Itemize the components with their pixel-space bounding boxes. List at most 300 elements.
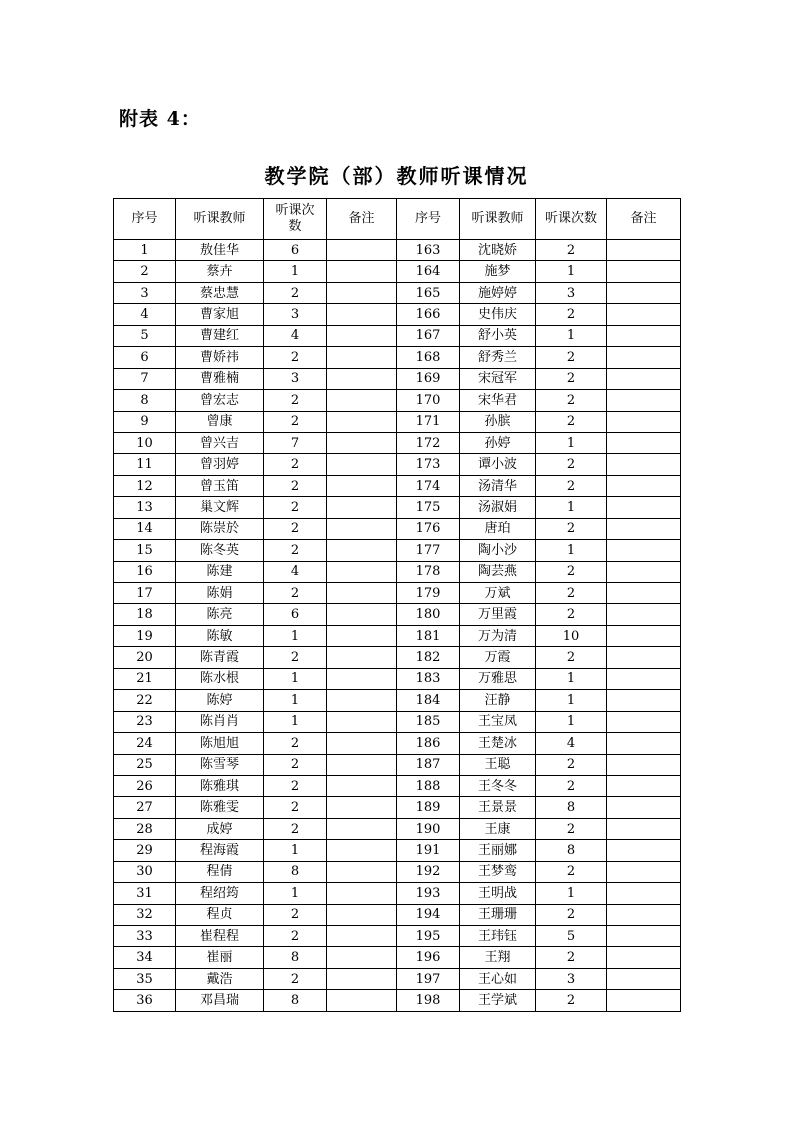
table-row <box>114 282 681 303</box>
cell-left-count: 7 <box>264 432 327 453</box>
header-remark: 备注 <box>327 199 397 240</box>
cell-left-remark <box>327 968 397 989</box>
cell-right-remark <box>607 818 681 839</box>
cell-left-teacher: 敖佳华 <box>176 240 264 261</box>
cell-left-remark <box>327 368 397 389</box>
header-remark-right: 备注 <box>607 199 681 240</box>
cell-right-seq: 188 <box>397 775 460 796</box>
table-row <box>114 690 681 711</box>
cell-right-count: 1 <box>536 883 607 904</box>
cell-right-remark <box>607 754 681 775</box>
cell-left-remark <box>327 775 397 796</box>
table-row <box>114 540 681 561</box>
cell-left-remark <box>327 926 397 947</box>
cell-left-remark <box>327 711 397 732</box>
cell-right-teacher: 王冬冬 <box>460 775 536 796</box>
cell-left-seq: 7 <box>114 368 176 389</box>
cell-right-remark <box>607 368 681 389</box>
cell-left-teacher: 崔丽 <box>176 947 264 968</box>
table-row <box>114 411 681 432</box>
cell-left-remark <box>327 261 397 282</box>
header-seq-right: 序号 <box>397 199 460 240</box>
cell-right-seq: 195 <box>397 926 460 947</box>
cell-left-teacher: 陈水根 <box>176 668 264 689</box>
cell-right-count: 2 <box>536 390 607 411</box>
cell-left-count: 1 <box>264 261 327 282</box>
cell-left-teacher: 陈敏 <box>176 625 264 646</box>
cell-right-remark <box>607 282 681 303</box>
cell-right-remark <box>607 968 681 989</box>
table-row <box>114 968 681 989</box>
table-header-row <box>114 199 681 240</box>
table-row <box>114 711 681 732</box>
cell-left-teacher: 陈娟 <box>176 583 264 604</box>
cell-right-count: 8 <box>536 840 607 861</box>
cell-left-seq: 20 <box>114 647 176 668</box>
cell-left-seq: 22 <box>114 690 176 711</box>
cell-left-teacher: 曾康 <box>176 411 264 432</box>
cell-left-seq: 30 <box>114 861 176 882</box>
cell-left-teacher: 曹雅楠 <box>176 368 264 389</box>
cell-right-count: 2 <box>536 647 607 668</box>
cell-right-count: 2 <box>536 561 607 582</box>
cell-right-teacher: 汤淑娟 <box>460 497 536 518</box>
cell-left-seq: 4 <box>114 304 176 325</box>
cell-left-seq: 31 <box>114 883 176 904</box>
cell-right-count: 2 <box>536 347 607 368</box>
cell-right-teacher: 汤清华 <box>460 475 536 496</box>
header-seq: 序号 <box>114 199 176 240</box>
table-row <box>114 797 681 818</box>
table-row <box>114 561 681 582</box>
cell-left-count: 8 <box>264 947 327 968</box>
cell-left-count: 4 <box>264 561 327 582</box>
cell-left-seq: 23 <box>114 711 176 732</box>
table-row <box>114 240 681 261</box>
cell-left-seq: 36 <box>114 990 176 1011</box>
cell-left-seq: 34 <box>114 947 176 968</box>
cell-left-remark <box>327 861 397 882</box>
cell-right-teacher: 孙膑 <box>460 411 536 432</box>
cell-right-seq: 168 <box>397 347 460 368</box>
cell-left-count: 2 <box>264 411 327 432</box>
cell-right-count: 2 <box>536 904 607 925</box>
cell-left-seq: 2 <box>114 261 176 282</box>
table-row <box>114 454 681 475</box>
cell-left-teacher: 成婷 <box>176 818 264 839</box>
table-row <box>114 475 681 496</box>
cell-right-remark <box>607 347 681 368</box>
cell-left-teacher: 戴浩 <box>176 968 264 989</box>
cell-left-count: 1 <box>264 883 327 904</box>
cell-left-count: 6 <box>264 240 327 261</box>
cell-left-remark <box>327 390 397 411</box>
cell-right-teacher: 施梦 <box>460 261 536 282</box>
header-teacher: 听课教师 <box>176 199 264 240</box>
cell-left-teacher: 陈旭旭 <box>176 733 264 754</box>
table-row <box>114 518 681 539</box>
cell-left-count: 1 <box>264 711 327 732</box>
cell-right-teacher: 施婷婷 <box>460 282 536 303</box>
cell-right-count: 1 <box>536 261 607 282</box>
cell-left-count: 2 <box>264 347 327 368</box>
cell-right-seq: 176 <box>397 518 460 539</box>
cell-right-remark <box>607 926 681 947</box>
cell-left-count: 6 <box>264 604 327 625</box>
cell-right-teacher: 王宝凤 <box>460 711 536 732</box>
cell-right-seq: 171 <box>397 411 460 432</box>
table-body <box>114 240 681 1012</box>
table-row <box>114 818 681 839</box>
cell-left-seq: 6 <box>114 347 176 368</box>
cell-left-count: 2 <box>264 968 327 989</box>
cell-right-count: 3 <box>536 968 607 989</box>
cell-right-count: 2 <box>536 583 607 604</box>
table-row <box>114 926 681 947</box>
table-row <box>114 647 681 668</box>
cell-right-count: 2 <box>536 818 607 839</box>
cell-right-count: 2 <box>536 475 607 496</box>
cell-right-remark <box>607 475 681 496</box>
cell-right-teacher: 谭小波 <box>460 454 536 475</box>
cell-left-count: 2 <box>264 282 327 303</box>
cell-left-seq: 28 <box>114 818 176 839</box>
cell-right-seq: 180 <box>397 604 460 625</box>
cell-right-remark <box>607 775 681 796</box>
cell-right-remark <box>607 797 681 818</box>
cell-right-teacher: 宋华君 <box>460 390 536 411</box>
table-row <box>114 754 681 775</box>
cell-left-remark <box>327 325 397 346</box>
cell-right-seq: 192 <box>397 861 460 882</box>
cell-left-remark <box>327 947 397 968</box>
cell-right-seq: 165 <box>397 282 460 303</box>
cell-right-count: 5 <box>536 926 607 947</box>
cell-right-count: 4 <box>536 733 607 754</box>
table-row <box>114 840 681 861</box>
cell-right-teacher: 沈晓娇 <box>460 240 536 261</box>
cell-right-remark <box>607 904 681 925</box>
cell-right-remark <box>607 325 681 346</box>
cell-right-seq: 191 <box>397 840 460 861</box>
cell-right-teacher: 王明战 <box>460 883 536 904</box>
cell-left-remark <box>327 240 397 261</box>
cell-right-seq: 182 <box>397 647 460 668</box>
appendix-label: 附表 4： <box>119 108 201 130</box>
cell-right-seq: 186 <box>397 733 460 754</box>
cell-right-teacher: 王丽娜 <box>460 840 536 861</box>
cell-left-seq: 29 <box>114 840 176 861</box>
header-count-right: 听课次数 <box>536 199 607 240</box>
cell-right-teacher: 宋冠军 <box>460 368 536 389</box>
cell-left-teacher: 巢文辉 <box>176 497 264 518</box>
cell-left-teacher: 蔡忠慧 <box>176 282 264 303</box>
cell-right-seq: 197 <box>397 968 460 989</box>
cell-left-seq: 5 <box>114 325 176 346</box>
cell-right-seq: 187 <box>397 754 460 775</box>
cell-right-count: 1 <box>536 325 607 346</box>
cell-right-seq: 175 <box>397 497 460 518</box>
cell-left-seq: 32 <box>114 904 176 925</box>
cell-left-count: 2 <box>264 647 327 668</box>
cell-right-seq: 173 <box>397 454 460 475</box>
cell-left-seq: 27 <box>114 797 176 818</box>
cell-right-remark <box>607 947 681 968</box>
cell-left-seq: 12 <box>114 475 176 496</box>
cell-right-remark <box>607 733 681 754</box>
cell-left-seq: 21 <box>114 668 176 689</box>
table-row <box>114 947 681 968</box>
table-row <box>114 368 681 389</box>
cell-right-remark <box>607 690 681 711</box>
cell-left-count: 3 <box>264 368 327 389</box>
cell-left-seq: 3 <box>114 282 176 303</box>
cell-left-count: 2 <box>264 797 327 818</box>
cell-right-count: 1 <box>536 690 607 711</box>
cell-right-count: 2 <box>536 454 607 475</box>
cell-right-teacher: 陶芸燕 <box>460 561 536 582</box>
cell-right-seq: 196 <box>397 947 460 968</box>
listening-record-table <box>113 198 681 1012</box>
cell-right-seq: 177 <box>397 540 460 561</box>
cell-left-teacher: 陈雪琴 <box>176 754 264 775</box>
cell-right-count: 2 <box>536 754 607 775</box>
cell-right-seq: 190 <box>397 818 460 839</box>
cell-left-teacher: 程海霞 <box>176 840 264 861</box>
cell-right-teacher: 王学斌 <box>460 990 536 1011</box>
cell-left-teacher: 陈建 <box>176 561 264 582</box>
cell-right-teacher: 王聪 <box>460 754 536 775</box>
table-row <box>114 325 681 346</box>
cell-left-remark <box>327 625 397 646</box>
cell-left-teacher: 曹娇祎 <box>176 347 264 368</box>
cell-right-remark <box>607 883 681 904</box>
cell-right-count: 2 <box>536 518 607 539</box>
cell-right-teacher: 舒小英 <box>460 325 536 346</box>
cell-right-remark <box>607 411 681 432</box>
cell-left-remark <box>327 583 397 604</box>
page-title: 教学院（部）教师听课情况 <box>264 164 529 188</box>
cell-left-remark <box>327 690 397 711</box>
cell-left-remark <box>327 647 397 668</box>
cell-left-teacher: 陈婷 <box>176 690 264 711</box>
cell-right-remark <box>607 390 681 411</box>
cell-right-count: 2 <box>536 990 607 1011</box>
cell-left-remark <box>327 411 397 432</box>
cell-right-teacher: 王景景 <box>460 797 536 818</box>
cell-right-teacher: 万里霞 <box>460 604 536 625</box>
cell-left-seq: 24 <box>114 733 176 754</box>
table-row <box>114 990 681 1011</box>
cell-right-remark <box>607 432 681 453</box>
cell-left-remark <box>327 604 397 625</box>
cell-left-teacher: 曾宏志 <box>176 390 264 411</box>
cell-left-count: 2 <box>264 540 327 561</box>
cell-right-teacher: 史伟庆 <box>460 304 536 325</box>
table-row <box>114 304 681 325</box>
cell-left-seq: 13 <box>114 497 176 518</box>
table-row <box>114 347 681 368</box>
cell-left-count: 1 <box>264 668 327 689</box>
table-row <box>114 625 681 646</box>
cell-right-count: 1 <box>536 668 607 689</box>
cell-left-teacher: 邓昌瑞 <box>176 990 264 1011</box>
cell-left-remark <box>327 840 397 861</box>
table-row <box>114 883 681 904</box>
cell-left-seq: 11 <box>114 454 176 475</box>
cell-left-teacher: 曾羽婷 <box>176 454 264 475</box>
cell-right-seq: 164 <box>397 261 460 282</box>
cell-right-seq: 189 <box>397 797 460 818</box>
cell-left-count: 2 <box>264 583 327 604</box>
cell-right-remark <box>607 518 681 539</box>
cell-left-remark <box>327 540 397 561</box>
table-row <box>114 604 681 625</box>
table-row <box>114 733 681 754</box>
cell-left-remark <box>327 432 397 453</box>
cell-right-count: 3 <box>536 282 607 303</box>
cell-left-remark <box>327 904 397 925</box>
cell-right-count: 8 <box>536 797 607 818</box>
cell-right-teacher: 唐珀 <box>460 518 536 539</box>
cell-right-remark <box>607 240 681 261</box>
cell-right-seq: 193 <box>397 883 460 904</box>
cell-left-count: 1 <box>264 625 327 646</box>
cell-left-seq: 16 <box>114 561 176 582</box>
cell-right-teacher: 陶小沙 <box>460 540 536 561</box>
cell-left-teacher: 陈青霞 <box>176 647 264 668</box>
cell-left-teacher: 程倩 <box>176 861 264 882</box>
cell-left-remark <box>327 304 397 325</box>
cell-left-teacher: 曹家旭 <box>176 304 264 325</box>
cell-left-teacher: 曹建红 <box>176 325 264 346</box>
cell-left-count: 2 <box>264 454 327 475</box>
table-row <box>114 861 681 882</box>
cell-left-teacher: 曾玉笛 <box>176 475 264 496</box>
cell-left-remark <box>327 733 397 754</box>
cell-left-count: 2 <box>264 754 327 775</box>
cell-right-teacher: 王梦鸾 <box>460 861 536 882</box>
cell-left-seq: 10 <box>114 432 176 453</box>
cell-right-seq: 183 <box>397 668 460 689</box>
cell-right-teacher: 王康 <box>460 818 536 839</box>
cell-right-count: 2 <box>536 947 607 968</box>
cell-right-teacher: 万为清 <box>460 625 536 646</box>
cell-left-count: 2 <box>264 475 327 496</box>
cell-right-count: 1 <box>536 497 607 518</box>
cell-right-teacher: 万斌 <box>460 583 536 604</box>
cell-right-count: 1 <box>536 540 607 561</box>
cell-left-remark <box>327 797 397 818</box>
cell-right-remark <box>607 711 681 732</box>
cell-left-seq: 19 <box>114 625 176 646</box>
cell-left-count: 2 <box>264 390 327 411</box>
cell-right-remark <box>607 304 681 325</box>
cell-right-count: 2 <box>536 604 607 625</box>
cell-left-teacher: 陈雅琪 <box>176 775 264 796</box>
cell-right-seq: 163 <box>397 240 460 261</box>
cell-right-seq: 179 <box>397 583 460 604</box>
table-row <box>114 497 681 518</box>
cell-left-seq: 1 <box>114 240 176 261</box>
cell-left-seq: 17 <box>114 583 176 604</box>
cell-left-count: 2 <box>264 818 327 839</box>
header-count: 听课次数 <box>264 199 327 240</box>
cell-left-seq: 14 <box>114 518 176 539</box>
cell-left-count: 1 <box>264 840 327 861</box>
cell-left-teacher: 陈冬英 <box>176 540 264 561</box>
cell-left-count: 3 <box>264 304 327 325</box>
cell-right-remark <box>607 261 681 282</box>
cell-right-count: 2 <box>536 775 607 796</box>
cell-left-remark <box>327 754 397 775</box>
cell-left-seq: 9 <box>114 411 176 432</box>
cell-left-remark <box>327 883 397 904</box>
cell-right-count: 10 <box>536 625 607 646</box>
cell-right-seq: 194 <box>397 904 460 925</box>
cell-right-teacher: 王心如 <box>460 968 536 989</box>
cell-left-seq: 15 <box>114 540 176 561</box>
cell-left-remark <box>327 454 397 475</box>
cell-left-teacher: 陈肖肖 <box>176 711 264 732</box>
cell-right-remark <box>607 540 681 561</box>
cell-left-remark <box>327 497 397 518</box>
table-row <box>114 390 681 411</box>
cell-right-count: 2 <box>536 411 607 432</box>
cell-right-remark <box>607 454 681 475</box>
header-teacher-right: 听课教师 <box>460 199 536 240</box>
cell-left-count: 2 <box>264 904 327 925</box>
cell-right-teacher: 王翔 <box>460 947 536 968</box>
cell-right-seq: 172 <box>397 432 460 453</box>
cell-right-remark <box>607 990 681 1011</box>
cell-right-seq: 184 <box>397 690 460 711</box>
cell-left-remark <box>327 347 397 368</box>
table-row <box>114 904 681 925</box>
cell-left-count: 2 <box>264 518 327 539</box>
table-row <box>114 775 681 796</box>
cell-left-count: 1 <box>264 690 327 711</box>
cell-right-count: 2 <box>536 304 607 325</box>
cell-left-count: 2 <box>264 775 327 796</box>
cell-right-remark <box>607 604 681 625</box>
cell-left-teacher: 蔡卉 <box>176 261 264 282</box>
cell-right-seq: 167 <box>397 325 460 346</box>
table-row <box>114 261 681 282</box>
cell-right-remark <box>607 583 681 604</box>
cell-right-seq: 181 <box>397 625 460 646</box>
cell-left-remark <box>327 518 397 539</box>
cell-right-count: 2 <box>536 368 607 389</box>
cell-left-seq: 33 <box>114 926 176 947</box>
cell-right-seq: 198 <box>397 990 460 1011</box>
cell-left-count: 8 <box>264 990 327 1011</box>
table-row <box>114 432 681 453</box>
cell-right-count: 2 <box>536 861 607 882</box>
cell-right-teacher: 王楚冰 <box>460 733 536 754</box>
cell-right-teacher: 万雅思 <box>460 668 536 689</box>
cell-left-remark <box>327 818 397 839</box>
cell-right-remark <box>607 647 681 668</box>
cell-right-seq: 166 <box>397 304 460 325</box>
table-row <box>114 668 681 689</box>
cell-right-count: 1 <box>536 711 607 732</box>
cell-left-remark <box>327 475 397 496</box>
cell-left-teacher: 陈雅雯 <box>176 797 264 818</box>
cell-right-remark <box>607 861 681 882</box>
cell-left-count: 4 <box>264 325 327 346</box>
table-row <box>114 583 681 604</box>
